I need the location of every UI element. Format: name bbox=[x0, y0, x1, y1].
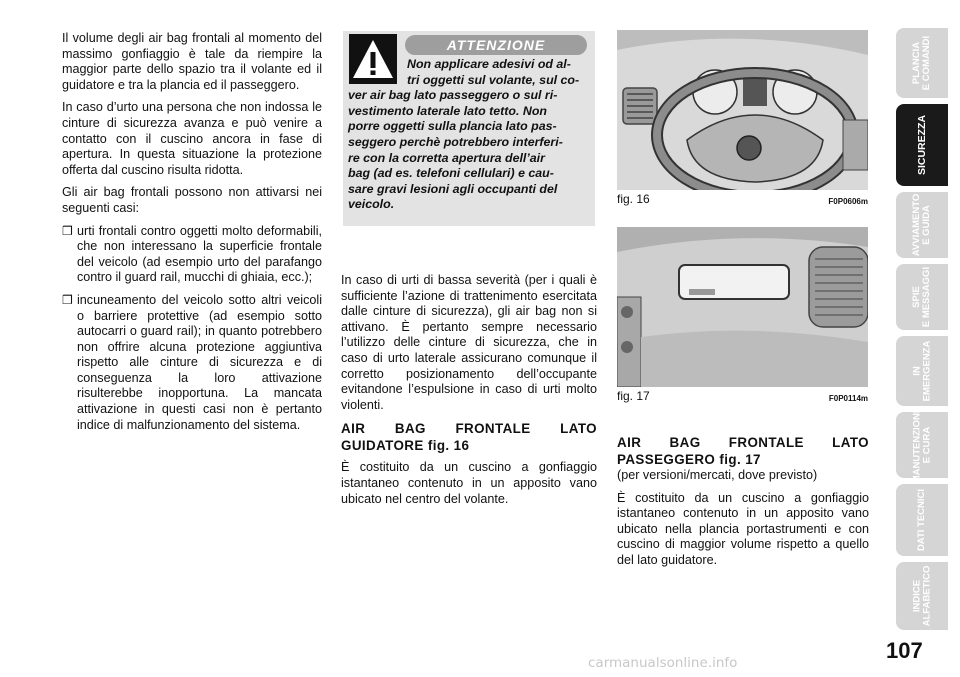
warning-box bbox=[343, 31, 595, 226]
figure-label: fig. 16 bbox=[617, 192, 650, 206]
warning-line: seggero perchè potrebbero interferi- bbox=[348, 134, 563, 149]
warning-line: sare gravi lesioni agli occupanti del bbox=[348, 181, 558, 196]
tab-label-line: E GUIDA bbox=[921, 205, 932, 245]
watermark: carmanualsonline.info bbox=[588, 655, 738, 671]
tab-label-line: E COMANDI bbox=[921, 35, 932, 91]
tab-manutenzione-e-cura[interactable] bbox=[896, 406, 948, 484]
dashboard-illustration bbox=[617, 227, 868, 387]
tab-plancia-e-comandi[interactable] bbox=[896, 28, 948, 98]
tab-sicurezza[interactable] bbox=[896, 104, 948, 186]
heading-text: AIR BAG FRONTALE LATO PASSEGGERO bbox=[617, 435, 869, 467]
warning-line: re con la corretta apertura dell’air bbox=[348, 150, 545, 165]
section-heading-passenger bbox=[617, 434, 869, 468]
tab-label-line: IN bbox=[911, 366, 923, 376]
tab-label-line: EMERGENZA bbox=[921, 340, 933, 402]
paragraph-volume: Il volume degli air bag frontali al momento del massimo gonfiaggio è tale da riempire la maggior parte dello spazio tra il volante ed il guidatore e tra la plancia ed il passeggero. bbox=[62, 31, 322, 92]
paragraph-driver-airbag: È costituito da un cuscino a gonfiaggio istantaneo contenuto in un apposito vano ubicato nel centro del volante. bbox=[341, 460, 597, 506]
warning-line: bag (ad es. telefoni cellulari) e cau- bbox=[348, 166, 554, 181]
warning-line: Non applicare adesivi od al- bbox=[407, 57, 571, 71]
figure-caption bbox=[617, 192, 868, 206]
column-right bbox=[617, 432, 869, 576]
warning-title: ATTENZIONE bbox=[405, 35, 587, 55]
tab-avviamento-e-guida[interactable] bbox=[896, 192, 948, 258]
tab-label-line: ALFABETICO bbox=[921, 565, 933, 627]
warning-line: ver air bag lato passeggero o sul ri- bbox=[348, 88, 558, 103]
warning-line: vestimento laterale lato tetto. Non bbox=[348, 103, 547, 118]
figure-code: F0P0606m bbox=[828, 197, 868, 206]
tab-label-line: INDICE bbox=[911, 579, 923, 613]
heading-fig-ref: fig. 17 bbox=[719, 452, 761, 467]
tab-label-line: SPIE bbox=[911, 286, 922, 308]
figure-passenger-dashboard bbox=[617, 227, 868, 387]
warning-line: porre oggetti sulla plancia lato pas- bbox=[348, 119, 557, 134]
column-middle bbox=[341, 273, 597, 514]
list-item bbox=[62, 224, 322, 286]
column-left bbox=[62, 31, 322, 440]
warning-line: veicolo. bbox=[348, 197, 395, 212]
tab-label-line: E MESSAGGI bbox=[921, 266, 932, 328]
tab-in-emergenza[interactable] bbox=[896, 336, 948, 406]
tab-label-line: AVVIAMENTO bbox=[911, 193, 922, 257]
list-item-text: incuneamento del veicolo sotto altri veicoli o barriere protettive (ad esempio sotto autocarri o guard rail); in quanto potrebbero non offrire alcuna protezione aggiuntiva rispetto alle cinture di sicurezza e di conseguenza la loro attivazione risulterebbe inopportuna. La mancata attivazione in questi casi non è pertanto indice di malfunzionamento del sistema. bbox=[77, 292, 322, 432]
page-number: 107 bbox=[886, 638, 923, 663]
figure-code: F0P0114m bbox=[828, 394, 868, 403]
tab-label-line: SICUREZZA bbox=[916, 114, 928, 176]
heading-fig-ref: fig. 16 bbox=[427, 438, 470, 454]
warning-line: tri oggetti sul volante, sul co- bbox=[407, 72, 580, 87]
figure-caption bbox=[617, 389, 868, 403]
list-item bbox=[62, 293, 322, 433]
paragraph-cases-intro: Gli air bag frontali possono non attivarsi nei seguenti casi: bbox=[62, 185, 322, 215]
tab-dati-tecnici[interactable] bbox=[896, 484, 948, 556]
section-heading-driver bbox=[341, 420, 597, 454]
heading-text: AIR BAG FRONTALE LATO GUIDATORE bbox=[341, 421, 597, 454]
tab-label-line: MANUTENZIONE bbox=[911, 406, 922, 484]
tab-label-line: PLANCIA bbox=[911, 41, 922, 85]
heading-subtitle: (per versioni/mercati, dove previsto) bbox=[617, 468, 818, 482]
list-item-text: urti frontali contro oggetti molto deformabili, che non interessano la superficie frontale del veicolo (ad esempio urto del parafango contro il guard rail, mucchi di ghiaia, ecc.); bbox=[77, 223, 322, 285]
paragraph-impact: In caso d’urto una persona che non indossa le cinture di sicurezza avanza e può venire a contatto con il cuscino ancora in fase di apertura. In questa situazione la protezione offerta dal cuscino risulta ridotta. bbox=[62, 100, 322, 177]
tab-indice-alfabetico[interactable] bbox=[896, 562, 948, 630]
tab-label-line: DATI TECNICI bbox=[916, 488, 928, 552]
checkbox-bullet-icon: ❒ bbox=[62, 223, 73, 238]
warning-text bbox=[343, 57, 589, 213]
tab-spie-e-messaggi[interactable] bbox=[896, 264, 948, 330]
steering-wheel-illustration bbox=[617, 30, 868, 190]
paragraph-passenger-airbag: È costituito da un cuscino a gonfiaggio istantaneo contenuto in un apposito vano ubicato nella plancia portastrumenti e con cuscino di maggior volume rispetto a quello del lato guidatore. bbox=[617, 490, 869, 567]
figure-label: fig. 17 bbox=[617, 389, 650, 403]
tab-label-line: E CURA bbox=[921, 426, 932, 464]
checkbox-bullet-icon: ❒ bbox=[62, 292, 73, 307]
figure-steering-wheel bbox=[617, 30, 868, 190]
paragraph-low-severity: In caso di urti di bassa severità (per i quali è sufficiente l’azione di trattenimento esercitata dalle cinture di sicurezza), gli air bag non si attivano. È pertanto sempre necessario l’utilizzo delle cinture di sicurezza, che in caso di urto laterale assicurano comunque il corretto posizionamento dell’occupante evitandone l’espulsione in caso di urti molto violenti. bbox=[341, 273, 597, 412]
